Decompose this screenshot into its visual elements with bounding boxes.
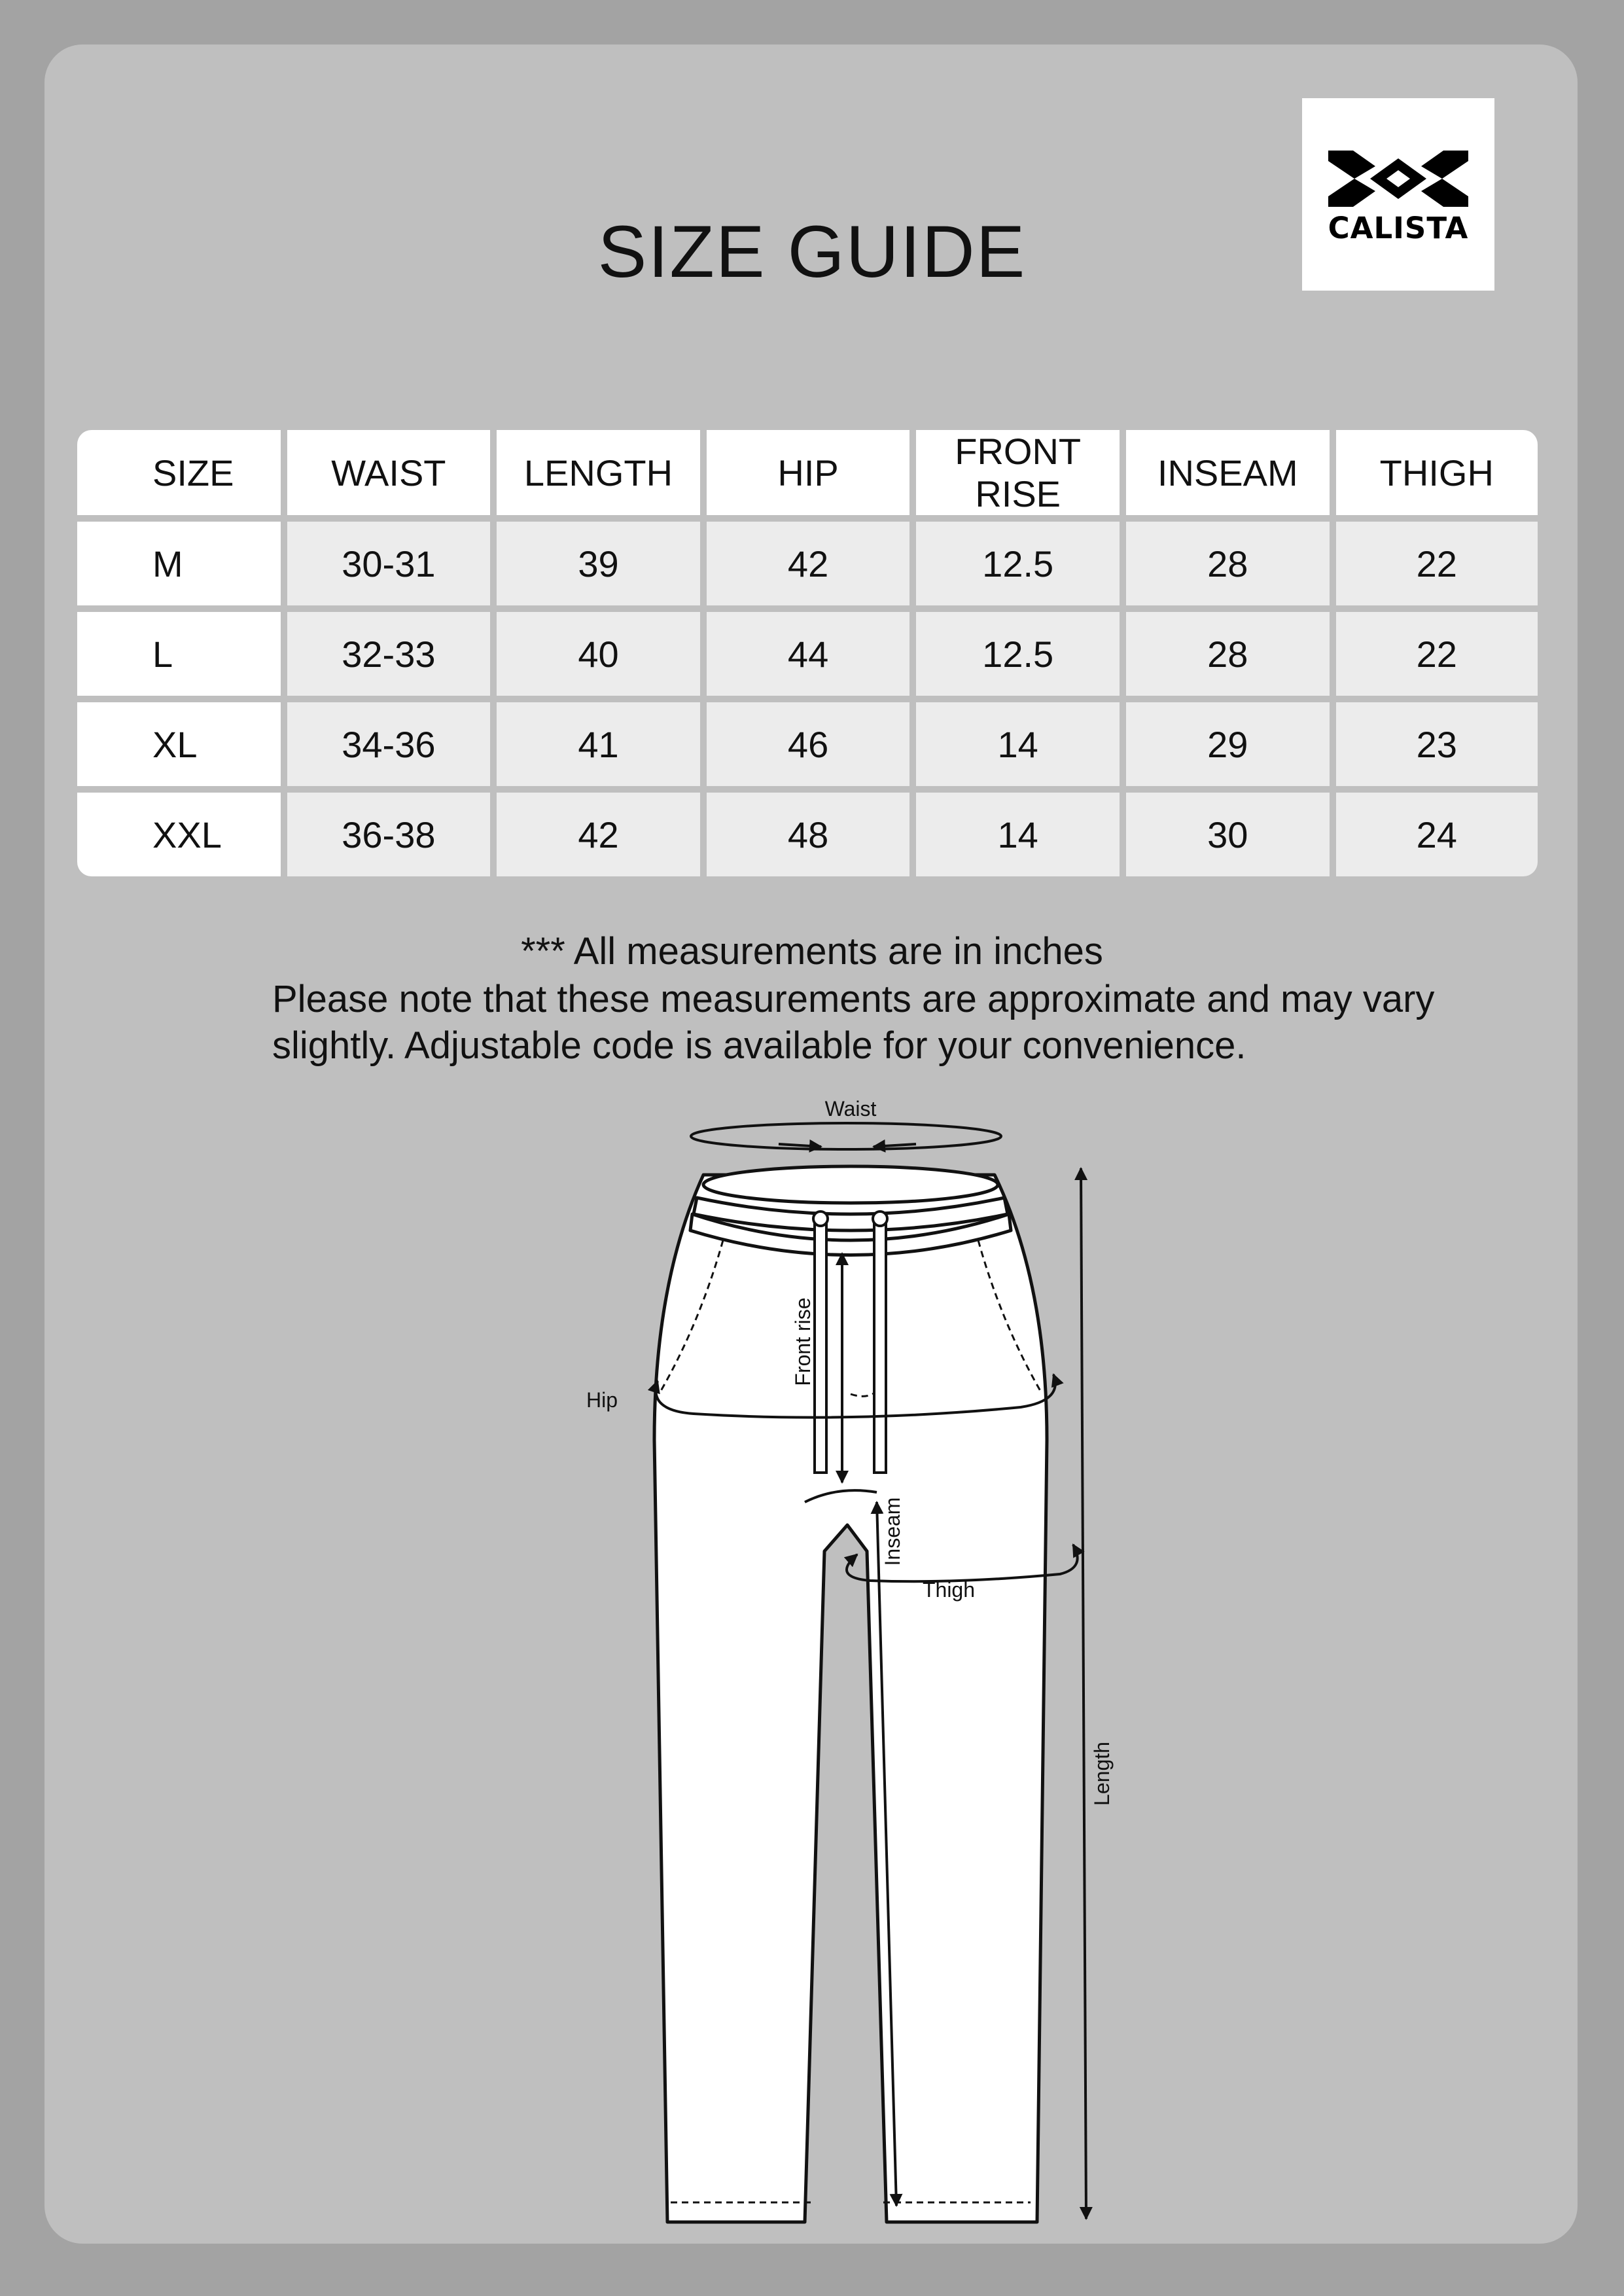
size-table	[71, 423, 1544, 883]
column-header: HIP	[707, 430, 910, 515]
table-cell: 32-33	[287, 612, 491, 696]
table-row	[77, 522, 1538, 605]
waist-arrow-left	[779, 1144, 821, 1147]
calista-x-logo-icon	[1328, 151, 1468, 207]
column-header: SIZE	[77, 430, 281, 515]
table-cell: 12.5	[916, 522, 1120, 605]
column-header: FRONT RISE	[916, 430, 1120, 515]
table-cell: XXL	[77, 793, 281, 876]
column-header: INSEAM	[1126, 430, 1330, 515]
table-cell: 14	[916, 793, 1120, 876]
table-row	[77, 793, 1538, 876]
table-cell: 42	[707, 522, 910, 605]
table-cell: 30	[1126, 793, 1330, 876]
table-cell: 12.5	[916, 612, 1120, 696]
table-cell: 24	[1336, 793, 1538, 876]
table-cell: 28	[1126, 612, 1330, 696]
waist-measure-loop	[691, 1123, 1001, 1149]
disclaimer-line-1: Please note that these measurements are approximate and may vary	[272, 978, 1435, 1020]
table-cell: 44	[707, 612, 910, 696]
table-cell: 28	[1126, 522, 1330, 605]
table-cell: 41	[497, 702, 700, 786]
table-cell: M	[77, 522, 281, 605]
table-cell: 42	[497, 793, 700, 876]
hip-label: Hip	[586, 1388, 618, 1412]
table-cell: 46	[707, 702, 910, 786]
waist-label: Waist	[824, 1097, 877, 1121]
disclaimer-line-2: slightly. Adjustable code is available for your convenience.	[272, 1024, 1246, 1067]
table-cell: 14	[916, 702, 1120, 786]
table-cell: 22	[1336, 612, 1538, 696]
waist-arrow-right	[874, 1144, 916, 1147]
measurement-notes	[0, 929, 1624, 1067]
table-cell: 48	[707, 793, 910, 876]
column-header: LENGTH	[497, 430, 700, 515]
table-cell: 40	[497, 612, 700, 696]
length-arrow	[1081, 1168, 1086, 2219]
pants-measurement-diagram	[0, 1080, 1624, 2258]
table-cell: 30-31	[287, 522, 491, 605]
column-header: WAIST	[287, 430, 491, 515]
page-title: SIZE GUIDE	[597, 211, 1027, 293]
table-row	[77, 612, 1538, 696]
length-label: Length	[1090, 1742, 1114, 1806]
table-cell: 34-36	[287, 702, 491, 786]
brand-name: CALISTA	[1328, 211, 1469, 245]
column-header: THIGH	[1336, 430, 1538, 515]
table-cell: 29	[1126, 702, 1330, 786]
pants-outline-icon	[654, 1166, 1047, 2222]
table-cell: 36-38	[287, 793, 491, 876]
table-cell: L	[77, 612, 281, 696]
table-cell: 39	[497, 522, 700, 605]
table-cell: 22	[1336, 522, 1538, 605]
units-note: *** All measurements are in inches	[521, 930, 1103, 973]
table-cell: XL	[77, 702, 281, 786]
table-header-row	[77, 430, 1538, 515]
inseam-label: Inseam	[881, 1497, 904, 1566]
front-rise-label: Front rise	[791, 1297, 815, 1386]
thigh-label: Thigh	[922, 1578, 976, 1602]
table-cell: 23	[1336, 702, 1538, 786]
table-row	[77, 702, 1538, 786]
